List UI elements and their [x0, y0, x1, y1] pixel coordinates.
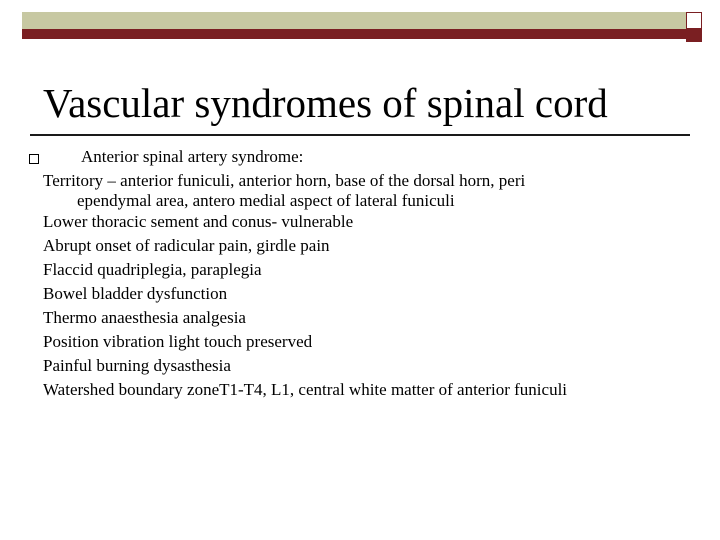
body-line: Flaccid quadriplegia, paraplegia [43, 260, 262, 279]
body-line: Abrupt onset of radicular pain, girdle pain [43, 236, 330, 255]
header-decor-rule [22, 29, 686, 39]
body-line: Territory – anterior funiculi, anterior horn, base of the dorsal horn, peri [43, 171, 526, 190]
body-line: Painful burning dysasthesia [43, 356, 231, 375]
hollow-square-bullet-icon [29, 154, 39, 164]
header-decor-band [22, 12, 686, 29]
body-line-text: Anterior spinal artery syndrome: [81, 147, 304, 166]
body-line-heading [43, 145, 693, 169]
body-line-continued: ependymal area, antero medial aspect of lateral funiculi [77, 191, 455, 210]
slide-title: Vascular syndromes of spinal cord [43, 80, 608, 126]
body-line: Watershed boundary zoneT1-T4, L1, central white matter of anterior funiculi [43, 380, 568, 399]
body-line: Lower thoracic sement and conus- vulnerable [43, 212, 354, 231]
slide-body [43, 145, 693, 402]
corner-decor-icon [686, 12, 702, 42]
body-line: Position vibration light touch preserved [43, 332, 313, 351]
body-line: Thermo anaesthesia analgesia [43, 308, 246, 327]
body-line: Bowel bladder dysfunction [43, 284, 228, 303]
title-divider [30, 134, 690, 136]
